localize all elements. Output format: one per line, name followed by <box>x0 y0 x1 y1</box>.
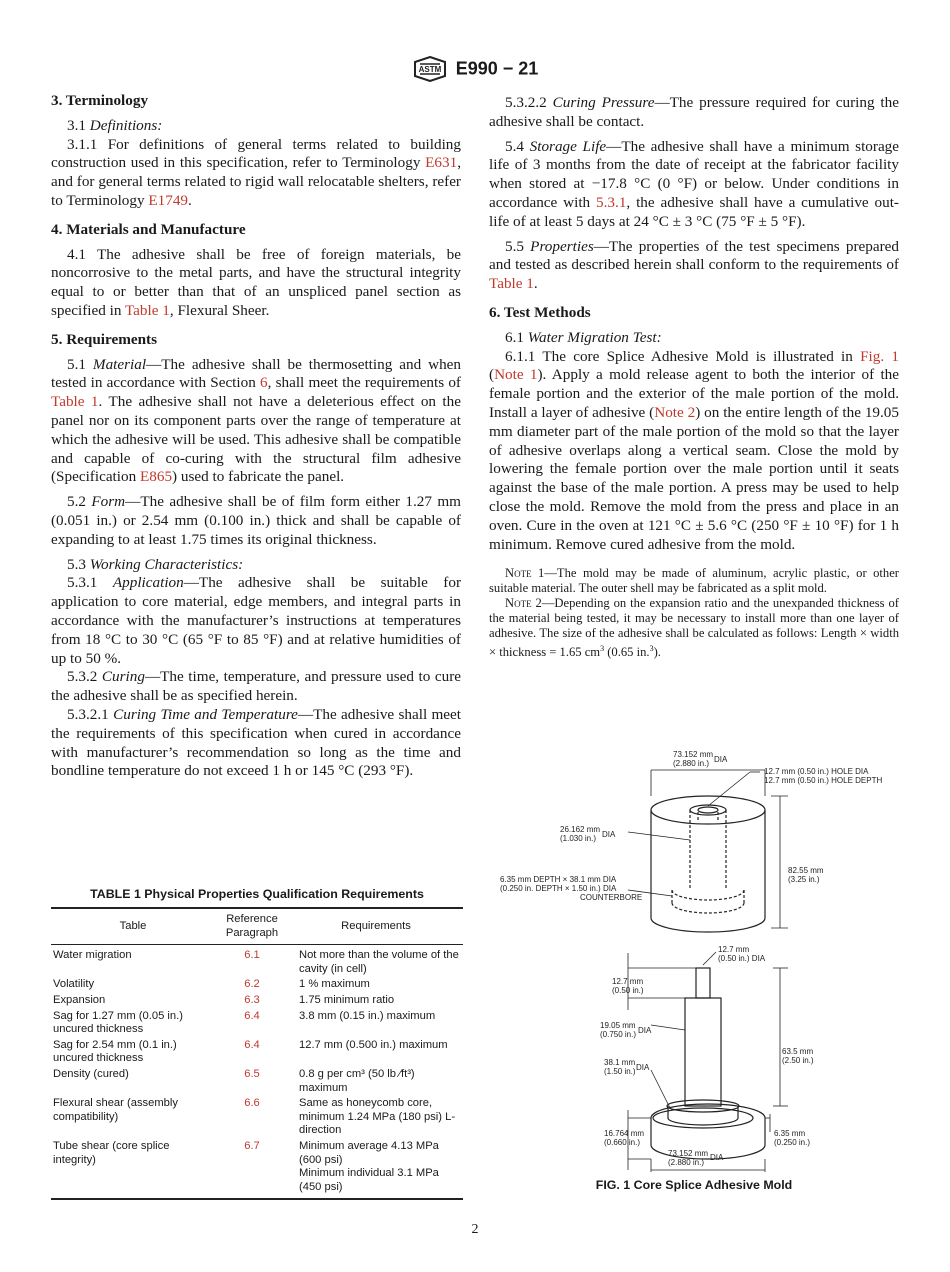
left-column <box>51 92 461 781</box>
table-row: Tube shear (core splice integrity) 6.7 Minimum average 4.13 MPa (600 psi) Minimum individual 3.1 MPa (450 psi) <box>51 1140 463 1199</box>
svg-text:(3.25 in.): (3.25 in.) <box>788 875 820 884</box>
note-2: Note 2—Depending on the expansion ratio and the unexpanded thickness of the material being tested, it may be necessary to install more than one layer of adhesive. The size of the adhesive shall be calculated as follows: Length × width × thickness = 1.65 $cm^3$ (0.65 in.$^3$). <box>489 596 899 660</box>
link-table-1[interactable]: Table 1 <box>51 393 99 411</box>
para-5-5: 5.5 Properties—The properties of the test specimens prepared and tested as described herein shall conform to the requirements of Table 1. <box>489 237 899 293</box>
section-5-title: 5. Requirements <box>51 330 158 348</box>
table-row: Sag for 2.54 mm (0.1 in.) uncured thickness 6.4 12.7 mm (0.500 in.) maximum <box>51 1039 463 1068</box>
svg-text:DIA: DIA <box>638 1026 652 1035</box>
svg-text:38.1 mm: 38.1 mm <box>604 1058 636 1067</box>
para-5-3: 5.3 Working Characteristics: <box>67 555 244 573</box>
ref-link[interactable]: 6.4 <box>244 1038 260 1051</box>
svg-text:6.35 mm: 6.35 mm <box>774 1129 806 1138</box>
para-5-3-2: 5.3.2 Curing—The time, temperature, and pressure used to cure the adhesive shall be as specified herein. <box>51 668 461 705</box>
table-row: Volatility 6.2 1 % maximum <box>51 978 463 994</box>
page-header <box>0 56 950 82</box>
ref-link[interactable]: 6.5 <box>244 1067 260 1080</box>
ref-link[interactable]: 6.6 <box>244 1097 260 1110</box>
table-1-grid <box>51 907 463 1200</box>
svg-text:(0.250 in.): (0.250 in.) <box>774 1138 811 1147</box>
ref-link[interactable]: 6.3 <box>244 993 260 1006</box>
svg-text:(1.50 in.): (1.50 in.) <box>604 1067 636 1076</box>
table-header-property: Table <box>51 908 215 945</box>
para-6-1-1: 6.1.1 The core Splice Adhesive Mold is illustrated in Fig. 1 (Note 1). Apply a mold release agent to both the interior of the female portion and the exterior of the male portion of the mold. Install a layer of adhesive (Note 2) on the entire length of the 19.05 mm diameter part of the male portion of the mold so that the layer of adhesive overlaps along a vertical seam. Close the mold by lowering the female portion over the male portion until it seats against the base of the male portion. A press may be used to help close the mold. Remove the mold from the press and place in an oven. Cure in the oven at 121 °C ± 5.6 °C (250 °F ± 10 °F) for 1 h minimum. Remove cured adhesive from the mold. <box>489 347 900 553</box>
svg-text:26.162 mm: 26.162 mm <box>560 825 601 834</box>
link-e865[interactable]: E865 <box>139 468 173 486</box>
para-3-1-1: 3.1.1 For definitions of general terms related to building construction used in this specification, refer to Terminology E631, and for general terms related to rigid wall relocatable shelters, refer to Terminology E1749. <box>51 135 461 209</box>
svg-text:(0.50 in.) DIA: (0.50 in.) DIA <box>718 954 766 963</box>
table-header-req: Requirements <box>289 908 463 945</box>
table-1 <box>51 887 463 1200</box>
section-6-title: 6. Test Methods <box>489 303 591 321</box>
svg-text:(0.250 in. DEPTH × 1.50 in.) D: (0.250 in. DEPTH × 1.50 in.) DIA <box>500 884 617 893</box>
svg-text:82.55 mm: 82.55 mm <box>788 866 824 875</box>
link-note-1[interactable]: Note 1 <box>494 366 538 384</box>
svg-text:12.7 mm: 12.7 mm <box>718 945 750 954</box>
svg-text:(2.880 in.): (2.880 in.) <box>673 759 710 768</box>
table-row: Flexural shear (assembly compatibility) 6.6 Same as honeycomb core, minimum 1.24 MPa (180 psi) L-direction <box>51 1097 463 1140</box>
para-5-3-2-2: 5.3.2.2 Curing Pressure—The pressure required for curing the adhesive shall be contact. <box>489 94 899 130</box>
svg-text:DIA: DIA <box>714 755 728 764</box>
svg-text:6.35 mm DEPTH × 38.1 mm DIA: 6.35 mm DEPTH × 38.1 mm DIA <box>500 875 617 884</box>
link-e1749[interactable]: E1749 <box>148 191 189 209</box>
table-1-title: TABLE 1 Physical Properties Qualification Requirements <box>90 887 424 901</box>
para-5-3-1: 5.3.1 Application—The adhesive shall be suitable for application to core material, edge members, and integral parts in accordance with the manufacturer’s instructions at temperatures from 18 °C to 30 °C (65 °F to 85 °F) and at relative humidities of up to 50 %. <box>51 574 462 667</box>
svg-text:DIA: DIA <box>602 830 616 839</box>
svg-text:12.7 mm (0.50 in.) HOLE DIA: 12.7 mm (0.50 in.) HOLE DIA <box>764 767 869 776</box>
para-5-2: 5.2 Form—The adhesive shall be of film form either 1.27 mm (0.051 in.) or 2.54 mm (0.100 in.) thick and shall be capable of expanding to at least 1.75 times its original thickness. <box>51 493 461 548</box>
svg-text:19.05 mm: 19.05 mm <box>600 1021 636 1030</box>
svg-text:(1.030 in.): (1.030 in.) <box>560 834 597 843</box>
svg-text:(2.880 in.): (2.880 in.) <box>668 1158 705 1167</box>
para-3-1: 3.1 Definitions: <box>67 116 163 134</box>
right-column <box>489 94 899 661</box>
ref-link[interactable]: 6.2 <box>244 978 260 991</box>
para-5-1: 5.1 Material—The adhesive shall be thermosetting and when tested in accordance with Section 6, shall meet the requirements of Table 1. The adhesive shall not have a deleterious effect on the panel nor on its component parts over the range of temperature at which the adhesive will be used. This adhesive shall be compatible and capable of co-curing with the structural film adhesive (Specification E865) used to fabricate the panel. <box>51 355 461 486</box>
link-table-1[interactable]: Table 1 <box>124 301 170 319</box>
svg-text:73.152 mm: 73.152 mm <box>673 750 714 759</box>
table-row: Density (cured) 6.5 0.8 g per cm³ (50 lb ⁄ft³) maximum <box>51 1068 463 1097</box>
section-3-title: 3. Terminology <box>51 92 149 109</box>
para-5-3-2-1: 5.3.2.1 Curing Time and Temperature—The adhesive shall meet the requirements of this specification when cured in accordance with manufacturer’s recommendation so long as the time and bondline temperature do not exceed 1 h or 145 °C (293 °F). <box>51 705 462 780</box>
section-4-title: 4. Materials and Manufacture <box>51 220 246 238</box>
svg-text:DIA: DIA <box>710 1153 724 1162</box>
link-e631[interactable]: E631 <box>425 154 458 172</box>
svg-text:12.7 mm: 12.7 mm <box>612 977 644 986</box>
ref-link[interactable]: 6.7 <box>215 1140 289 1199</box>
svg-text:12.7 mm (0.50 in.) HOLE DEPTH: 12.7 mm (0.50 in.) HOLE DEPTH <box>764 776 883 785</box>
doc-id: E990 − 21 <box>455 58 539 79</box>
astm-logo-icon <box>412 56 448 82</box>
svg-text:COUNTERBORE: COUNTERBORE <box>580 893 643 902</box>
svg-text:73.152 mm: 73.152 mm <box>668 1149 709 1158</box>
ref-link[interactable]: 6.1 <box>244 949 260 962</box>
svg-text:63.5 mm: 63.5 mm <box>782 1047 814 1056</box>
link-5-3-1[interactable]: 5.3.1 <box>596 193 627 211</box>
link-section-6[interactable]: 6 <box>260 374 268 392</box>
para-5-4: 5.4 Storage Life—The adhesive shall have a minimum storage life of 3 months from the date of receipt at the fabricator facility when stored at −17.8 °C (0 °F) or below. Under conditions in accordance with 5.3.1, the adhesive shall have a cumulative out-life of at least 5 days at 24 °C ± 3 °C (75 °F ± 5 °F). <box>489 137 900 230</box>
link-note-2[interactable]: Note 2 <box>654 403 696 421</box>
ref-link[interactable]: 6.4 <box>244 1009 260 1022</box>
svg-text:(0.750 in.): (0.750 in.) <box>600 1030 637 1039</box>
para-4-1: 4.1 The adhesive shall be free of foreign materials, be noncorrosive to the metal parts, and have the structural integrity equal to or better than that of an unspliced panel section as specified in Table 1, Flexural Sheer. <box>51 245 461 319</box>
link-fig-1[interactable]: Fig. 1 <box>860 347 900 365</box>
svg-text:(0.660 in.): (0.660 in.) <box>604 1138 641 1147</box>
svg-text:16.764 mm: 16.764 mm <box>604 1129 645 1138</box>
figure-1-drawing <box>488 740 908 1180</box>
page-number: 2 <box>471 1222 479 1237</box>
figure-1-caption: FIG. 1 Core Splice Adhesive Mold <box>595 1178 793 1192</box>
note-1: Note 1—The mold may be made of aluminum, acrylic plastic, or other suitable material. The outer shell may be fabricated as a split mold. <box>489 566 899 596</box>
table-header-ref: Reference Paragraph <box>215 908 289 945</box>
table-row: Expansion 6.3 1.75 minimum ratio <box>51 994 463 1010</box>
svg-text:(0.50 in.): (0.50 in.) <box>612 986 644 995</box>
svg-text:ASTM: ASTM <box>418 65 442 74</box>
para-6-1: 6.1 Water Migration Test: <box>505 328 662 346</box>
table-row: Sag for 1.27 mm (0.05 in.) uncured thickness 6.4 3.8 mm (0.15 in.) maximum <box>51 1010 463 1039</box>
svg-text:(2.50 in.): (2.50 in.) <box>782 1056 814 1065</box>
svg-text:DIA: DIA <box>636 1063 650 1072</box>
table-row: Water migration 6.1 Not more than the volume of the cavity (in cell) <box>51 945 463 979</box>
link-table-1[interactable]: Table 1 <box>489 275 534 293</box>
